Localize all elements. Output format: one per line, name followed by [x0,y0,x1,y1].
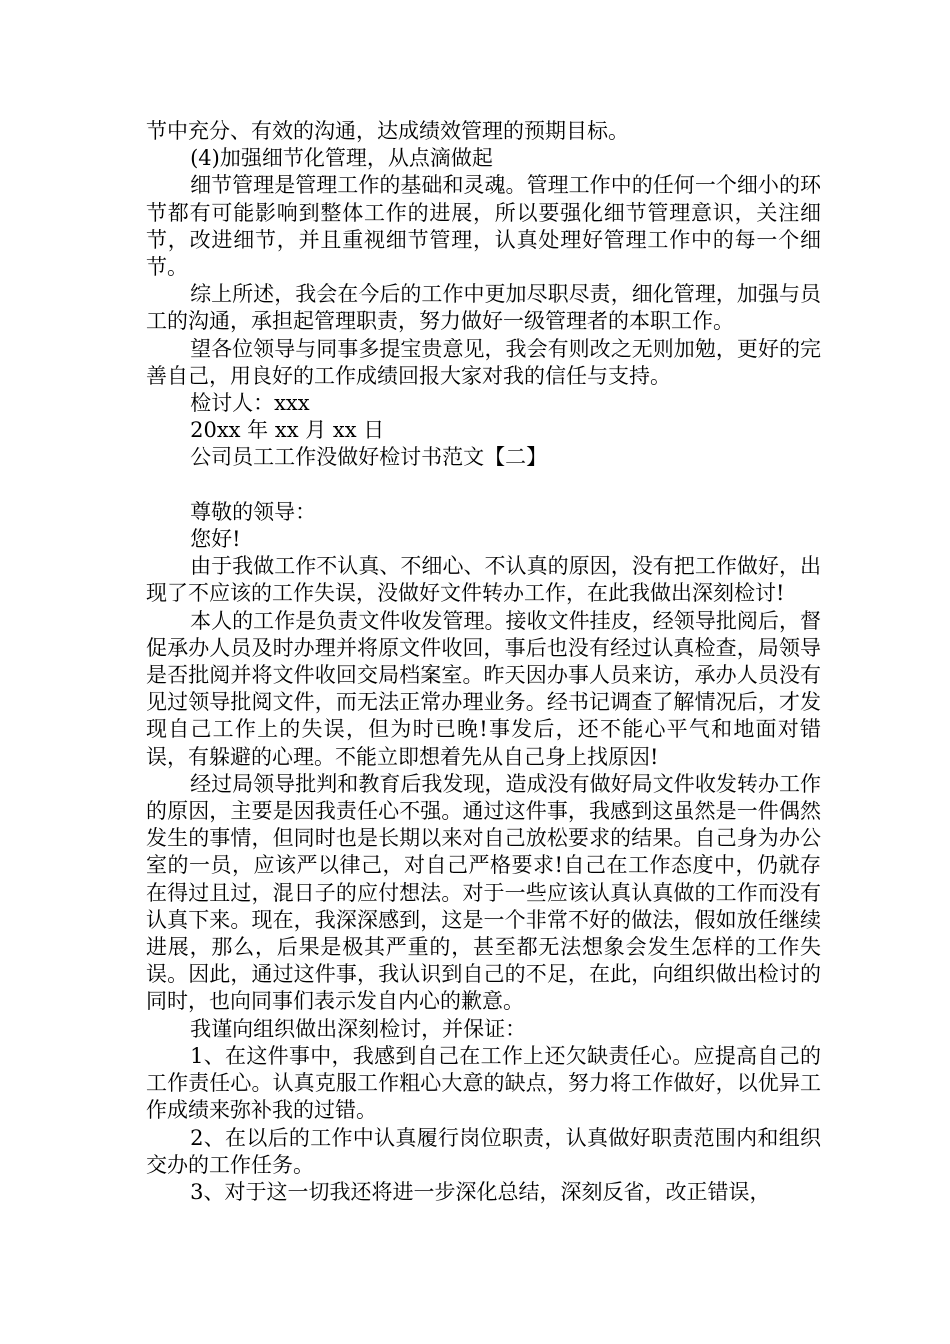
list-item: 3、对于这一切我还将进一步深化总结，深刻反省，改正错误， [190,1179,771,1204]
salutation: 尊敬的领导： [190,499,317,524]
date-line: 20xx 年 xx 月 xx 日 [190,418,385,443]
greeting: 您好! [190,527,241,552]
paragraph: 望各位领导与同事多提宝贵意见，我会有则改之无则加勉，更好的完善自己，用良好的工作成绩回报大家对我的信任与支持。 [146,336,821,388]
section-heading: (4)加强细节化管理，从点滴做起 [190,146,493,171]
signature-line: 检讨人：xxx [190,391,310,416]
blank-line [146,472,821,499]
paragraph: 经过局领导批判和教育后我发现，造成没有做好局文件收发转办工作的原因，主要是因我责任心不强。通过这件事，我感到这虽然是一件偶然发生的事情，但同时也是长期以来对自己放松要求的结果。自己身为办公室的一员，应该严以律己，对自己严格要求!自己在工作态度中，仍就存在得过且过，混日子的应付想法。对于一些应该认真认真做的工作而没有认真下来。现在，我深深感到，这是一个非常不好的做法，假如放任继续进展，那么，后果是极其严重的，甚至都无法想象会发生怎样的工作失误。因此，通过这件事，我认识到自己的不足，在此，向组织做出检讨的同时，也向同事们表示发自内心的歉意。 [146,771,821,1014]
paragraph: 节中充分、有效的沟通，达成绩效管理的预期目标。 [146,119,629,143]
document-title: 公司员工工作没做好检讨书范文【二】 [190,445,548,470]
list-item: 1、在这件事中，我感到自己在工作上还欠缺责任心。应提高自己的工作责任心。认真克服工作粗心大意的缺点，努力将工作做好，以优异工作成绩来弥补我的过错。 [146,1043,821,1123]
paragraph: 综上所述，我会在今后的工作中更加尽职尽责，细化管理，加强与员工的沟通，承担起管理职责，努力做好一级管理者的本职工作。 [146,282,821,334]
list-item: 2、在以后的工作中认真履行岗位职责，认真做好职责范围内和组织交办的工作任务。 [146,1125,821,1177]
paragraph: 由于我做工作不认真、不细心、不认真的原因，没有把工作做好，出现了不应该的工作失误，没做好文件转办工作，在此我做出深刻检讨! [146,554,821,606]
document-body [146,118,821,1206]
paragraph: 细节管理是管理工作的基础和灵魂。管理工作中的任何一个细小的环节都有可能影响到整体工作的进展，所以要强化细节管理意识，关注细节，改进细节，并且重视细节管理，认真处理好管理工作中的每一个细节。 [146,173,821,280]
paragraph: 本人的工作是负责文件收发管理。接收文件挂皮，经领导批阅后，督促承办人员及时办理并将原文件收回，事后也没有经过认真检查，局领导是否批阅并将文件收回交局档案室。昨天因办事人员来访，承办人员没有见过领导批阅文件，而无法正常办理业务。经书记调查了解情况后，才发现自己工作上的失误，但为时已晚!事发后，还不能心平气和地面对错误，有躲避的心理。不能立即想着先从自己身上找原因! [146,608,821,769]
paragraph: 我谨向组织做出深刻检讨，并保证： [190,1016,527,1041]
